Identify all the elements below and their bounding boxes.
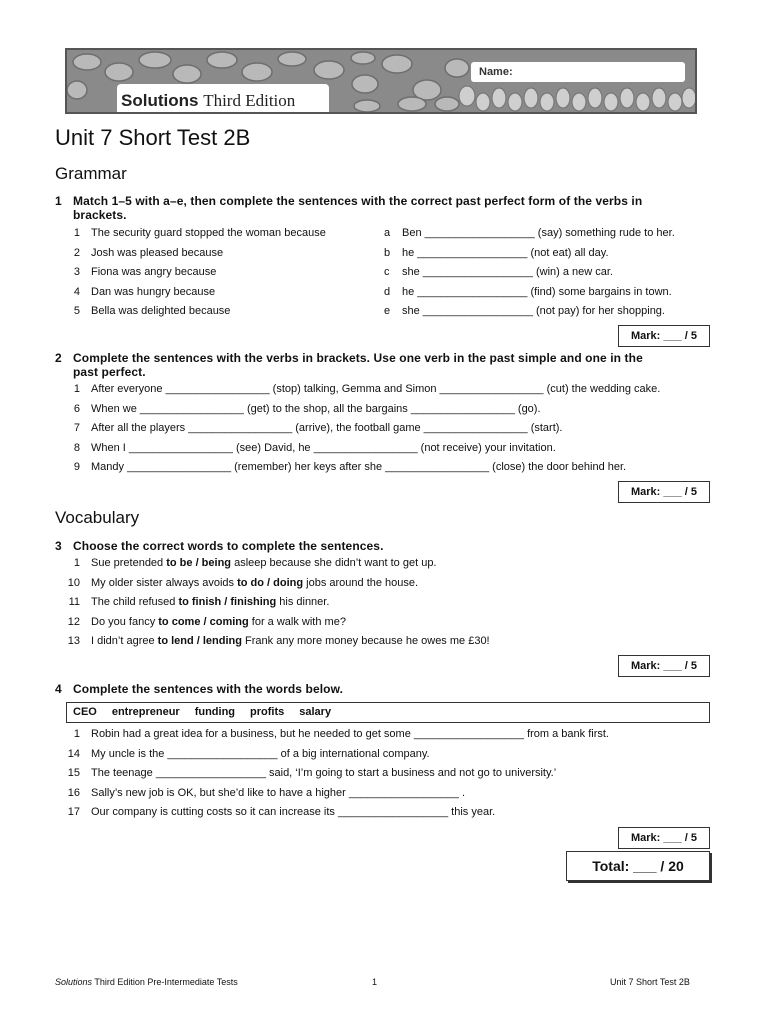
item-number: 14 — [67, 747, 80, 760]
brand-bold: Solutions — [121, 91, 199, 110]
grammar-heading: Grammar — [55, 164, 127, 183]
sentence-part: Do you fancy — [91, 615, 159, 628]
question-text-cont: brackets. — [73, 208, 127, 222]
sentence-start: Fiona was angry because — [91, 266, 217, 278]
sentence-end: she __________________ (win) a new car. — [402, 266, 613, 278]
item-number: 9 — [73, 461, 80, 473]
word-choice[interactable]: to lend / lending — [157, 635, 242, 647]
sentence-part: jobs around the house. — [303, 576, 419, 589]
gap-fill-sentence: My uncle is the __________________ of a big international company. — [91, 747, 430, 760]
sentence-part: his dinner. — [276, 596, 330, 608]
question-number: 3 — [55, 539, 62, 553]
word-bank-item: funding — [194, 706, 236, 718]
sentence-end: he __________________ (not eat) all day. — [402, 246, 609, 259]
mark-box: Mark: ___ / 5 — [618, 655, 710, 677]
item-letter: a — [384, 227, 391, 239]
item-number: 6 — [73, 402, 80, 415]
footer-series: Third Edition Pre-Intermediate Tests — [92, 977, 238, 987]
item-number: 3 — [73, 266, 80, 278]
header-banner — [65, 48, 697, 114]
gap-fill-sentence: When we _________________ (get) to the shop, all the bargains _________________ (go). — [91, 402, 541, 415]
item-number: 1 — [73, 383, 80, 395]
word-choice[interactable]: to finish / finishing — [178, 596, 277, 608]
word-choice[interactable]: to come / coming — [158, 615, 249, 628]
choice-sentence — [91, 596, 329, 608]
word-bank-item: CEO — [73, 706, 97, 718]
gap-fill-sentence: After all the players _________________ (arrive), the football game _________________ (start). — [91, 422, 563, 434]
sentence-start: The security guard stopped the woman because — [91, 227, 326, 239]
page-title: Unit 7 Short Test 2B — [55, 125, 251, 150]
word-bank-item: salary — [299, 706, 332, 718]
sentence-part: The child refused — [91, 596, 179, 608]
mark-box: Mark: ___ / 5 — [618, 827, 710, 849]
word-choice[interactable]: to do / doing — [237, 576, 304, 589]
question-text: Match 1–5 with a–e, then complete the sentences with the correct past perfect form of the verbs in — [73, 194, 643, 208]
choice-sentence — [91, 616, 346, 628]
name-label: Name: — [479, 66, 513, 78]
page-number: 1 — [372, 977, 378, 987]
item-number: 1 — [73, 227, 80, 239]
item-number: 11 — [68, 596, 80, 608]
gap-fill-sentence: Our company is cutting costs so it can increase its __________________ this year. — [91, 806, 496, 818]
choice-sentence — [91, 635, 490, 647]
footer-brand: Solutions — [55, 977, 93, 987]
question-number: 2 — [55, 351, 62, 365]
sentence-start: Dan was hungry because — [91, 285, 216, 298]
item-number: 8 — [73, 441, 80, 454]
item-number: 12 — [67, 615, 80, 628]
sentence-start: Josh was pleased because — [91, 246, 224, 259]
question-text: Complete the sentences with the verbs in brackets. Use one verb in the past simple and one in the — [73, 351, 643, 365]
item-number: 10 — [67, 576, 80, 589]
gap-fill-sentence: Mandy _________________ (remember) her keys after she _________________ (close) the door behind her. — [91, 461, 627, 473]
question-1-heading — [55, 194, 642, 222]
total-box: Total: ___ / 20 — [566, 851, 710, 881]
sentence-part: My older sister always avoids — [91, 576, 238, 589]
footer-right: Unit 7 Short Test 2B — [610, 977, 690, 987]
word-bank-item: entrepreneur — [111, 706, 180, 718]
item-number: 13 — [67, 635, 80, 647]
word-box — [66, 702, 710, 723]
item-number: 1 — [73, 557, 80, 569]
vocabulary-heading: Vocabulary — [55, 508, 140, 527]
name-field[interactable] — [471, 62, 685, 82]
sentence-part: I didn’t agree — [91, 635, 158, 647]
item-number: 1 — [73, 728, 80, 740]
item-number: 16 — [67, 786, 80, 799]
question-3-heading — [55, 539, 384, 553]
word-bank-item: profits — [250, 706, 285, 718]
question-number: 1 — [55, 194, 62, 208]
question-number: 4 — [55, 682, 62, 696]
gap-fill-sentence: When I _________________ (see) David, he _________________ (not receive) your invitation. — [91, 441, 556, 454]
item-number: 2 — [73, 246, 80, 259]
item-number: 17 — [67, 806, 80, 818]
sentence-part: asleep because she didn’t want to get up. — [231, 557, 437, 569]
mark-box: Mark: ___ / 5 — [618, 325, 710, 347]
sentence-end: he __________________ (find) some bargains in town. — [402, 285, 672, 298]
question-text: Complete the sentences with the words below. — [73, 682, 343, 696]
sentence-part: for a walk with me? — [248, 615, 346, 628]
item-number: 7 — [73, 422, 80, 434]
question-text-cont: past perfect. — [73, 365, 146, 379]
sentence-end: Ben __________________ (say) something rude to her. — [402, 227, 675, 239]
item-number: 5 — [73, 305, 80, 317]
question-4-heading — [55, 682, 343, 696]
sentence-end: she __________________ (not pay) for her shopping. — [402, 305, 665, 317]
item-number: 4 — [73, 285, 80, 298]
item-letter: b — [384, 246, 391, 259]
brand-edition: Third Edition — [203, 91, 296, 110]
gap-fill-sentence: Robin had a great idea for a business, but he needed to get some __________________ from a bank first. — [91, 728, 609, 740]
footer-left — [55, 977, 238, 987]
item-number: 15 — [67, 767, 80, 779]
mark-box: Mark: ___ / 5 — [618, 481, 710, 503]
item-letter: d — [384, 285, 391, 298]
sentence-part: Sue pretended — [91, 557, 167, 569]
word-choice[interactable]: to be / being — [166, 557, 232, 569]
question-text: Choose the correct words to complete the sentences. — [73, 539, 384, 553]
sentence-part: Frank any more money because he owes me £30! — [241, 635, 490, 647]
question-2-heading — [55, 351, 643, 379]
brand-tab — [117, 84, 329, 112]
item-letter: c — [384, 266, 390, 278]
choice-sentence — [91, 557, 437, 569]
gap-fill-sentence: After everyone _________________ (stop) talking, Gemma and Simon _________________ (cut) the wedding cake. — [91, 383, 661, 395]
gap-fill-sentence: The teenage __________________ said, ‘I’m going to start a business and not go to university.’ — [91, 767, 557, 779]
choice-sentence — [91, 577, 418, 589]
item-letter: e — [384, 305, 391, 317]
sentence-start: Bella was delighted because — [91, 305, 231, 317]
gap-fill-sentence: Sally’s new job is OK, but she’d like to have a higher __________________ . — [91, 786, 466, 799]
